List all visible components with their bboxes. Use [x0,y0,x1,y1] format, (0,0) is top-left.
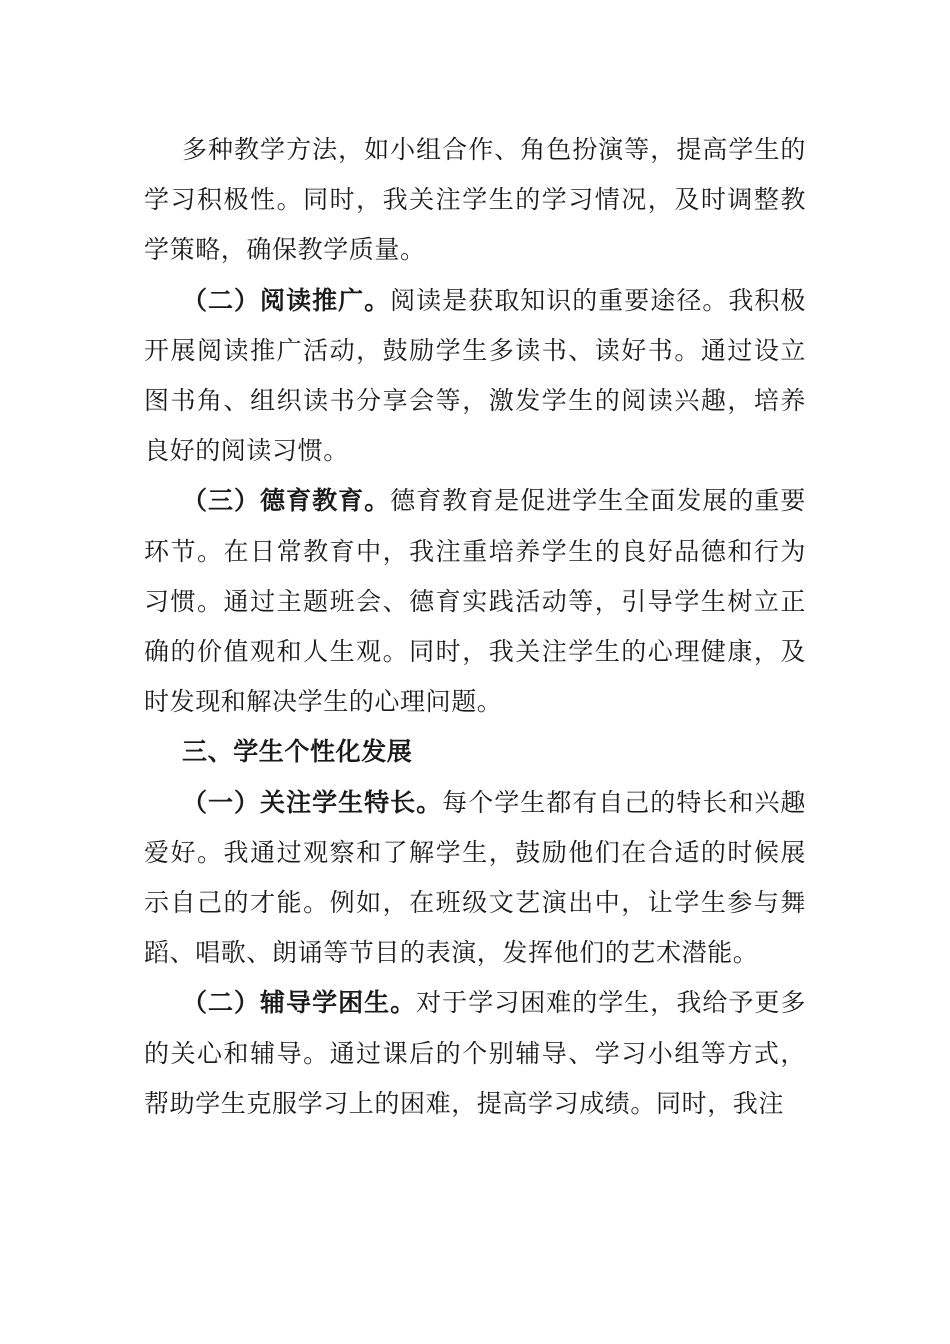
paragraph-teaching-methods [144,125,806,276]
paragraph-moral-education [144,476,806,727]
paragraph-lead: （二）辅导学困生。 [182,988,417,1018]
document-page [144,125,806,1129]
paragraph-lead: （一）关注学生特长。 [182,787,443,817]
paragraph-reading-promotion [144,276,806,477]
section-heading-text: 三、学生个性化发展 [182,737,413,767]
paragraph-text: 多种教学方法，如小组合作、角色扮演等，提高学生的学习积极性。同时，我关注学生的学习情况，及时调整教学策略，确保教学质量。 [144,135,806,265]
paragraph-text: 每个学生都有自己的特长和兴趣爱好。我通过观察和了解学生，鼓励他们在合适的时候展示自己的才能。例如，在班级文艺演出中，让学生参与舞蹈、唱歌、朗诵等节目的表演，发挥他们的艺术潜能。 [144,787,806,968]
paragraph-text: 阅读是获取知识的重要途径。我积极开展阅读推广活动，鼓励学生多读书、读好书。通过设立图书角、组织读书分享会等，激发学生的阅读兴趣，培养良好的阅读习惯。 [144,285,806,466]
paragraph-lead: （二）阅读推广。 [182,285,391,315]
paragraph-lead: （三）德育教育。 [182,486,391,516]
paragraph-text: 德育教育是促进学生全面发展的重要环节。在日常教育中，我注重培养学生的良好品德和行为习惯。通过主题班会、德育实践活动等，引导学生树立正确的价值观和人生观。同时，我关注学生的心理健康，及时发现和解决学生的心理问题。 [144,486,806,717]
paragraph-student-talents [144,778,806,979]
section-heading [144,727,806,777]
paragraph-struggling-students [144,978,806,1129]
paragraph-text: 对于学习困难的学生，我给予更多的关心和辅导。通过课后的个别辅导、学习小组等方式，帮助学生克服学习上的困难，提高学习成绩。同时，我注 [144,988,806,1118]
